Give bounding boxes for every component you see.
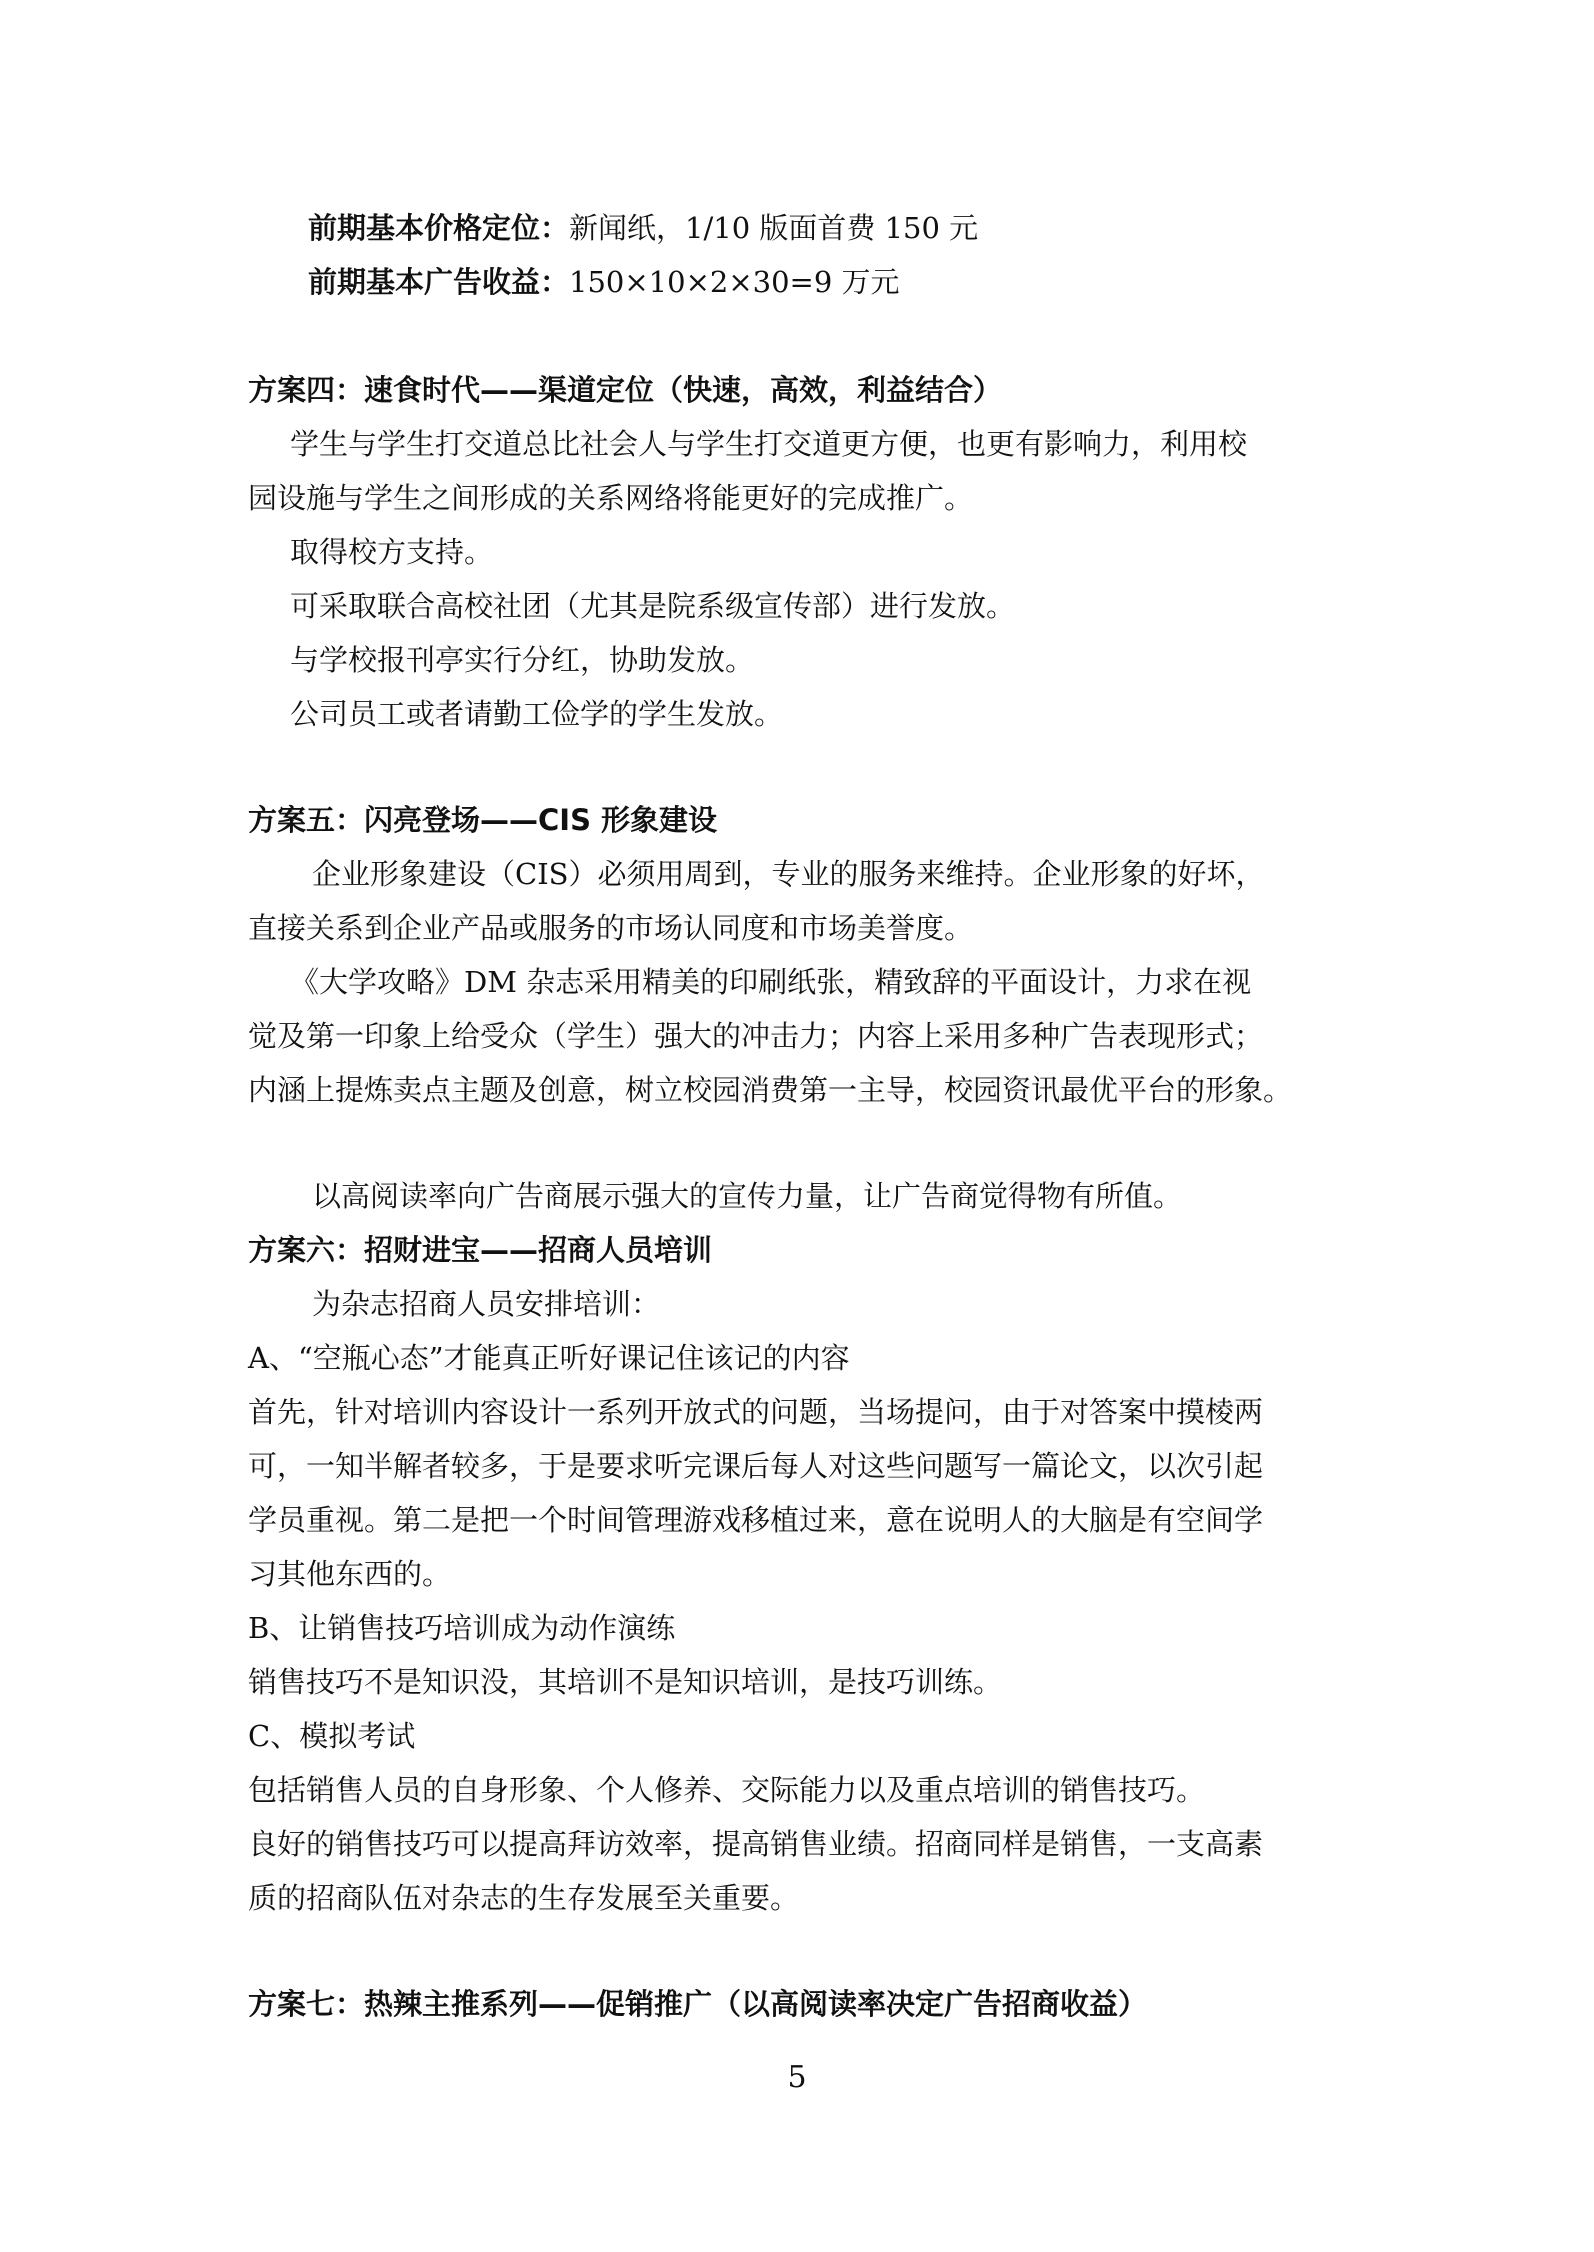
subheading: B、让销售技巧培训成为动作演练: [248, 1611, 676, 1645]
list-item: 与学校报刊亭实行分红，协助发放。: [290, 643, 755, 677]
paragraph-line: 包括销售人员的自身形象、个人修养、交际能力以及重点培训的销售技巧。: [248, 1773, 1206, 1807]
closing-line: 以高阅读率向广告商展示强大的宣传力量，让广告商觉得物有所值。: [312, 1179, 1183, 1213]
pricing-label: 前期基本价格定位：: [308, 211, 570, 245]
paragraph-line: 内涵上提炼卖点主题及创意，树立校园消费第一主导，校园资讯最优平台的形象。: [248, 1073, 1293, 1107]
paragraph-line: 园设施与学生之间形成的关系网络将能更好的完成推广。: [248, 481, 974, 515]
pricing-value: 新闻纸，1/10 版面首费 150 元: [569, 211, 979, 245]
paragraph-line: 可，一知半解者较多，于是要求听完课后每人对这些问题写一篇论文，以次引起: [248, 1449, 1264, 1483]
paragraph-line: 觉及第一印象上给受众（学生）强大的冲击力；内容上采用多种广告表现形式；: [248, 1019, 1264, 1053]
list-item: 公司员工或者请勤工俭学的学生发放。: [290, 697, 784, 731]
paragraph-line: 销售技巧不是知识没，其培训不是知识培训，是技巧训练。: [248, 1665, 1003, 1699]
pricing-value: 150×10×2×30=9 万元: [569, 265, 900, 299]
paragraph-line: 企业形象建设（CIS）必须用周到，专业的服务来维持。企业形象的好坏，: [312, 857, 1265, 891]
paragraph-line: 为杂志招商人员安排培训：: [312, 1287, 661, 1321]
paragraph-line: 学生与学生打交道总比社会人与学生打交道更方便，也更有影响力，利用校: [290, 427, 1248, 461]
pricing-line: [308, 262, 900, 302]
paragraph-line: 良好的销售技巧可以提高拜访效率，提高销售业绩。招商同样是销售，一支高素: [248, 1827, 1264, 1861]
section-heading: 方案五：闪亮登场——CIS 形象建设: [248, 803, 718, 837]
section-heading: 方案六：招财进宝——招商人员培训: [248, 1233, 713, 1267]
page-number: 5: [787, 2060, 807, 2095]
section-heading: 方案七：热辣主推系列——促销推广（以高阅读率决定广告招商收益）: [248, 1987, 1148, 2021]
subheading: C、模拟考试: [248, 1719, 416, 1753]
paragraph-line: 《大学攻略》DM 杂志采用精美的印刷纸张，精致辞的平面设计，力求在视: [290, 965, 1252, 999]
paragraph-line: 习其他东西的。: [248, 1557, 452, 1591]
paragraph-line: 学员重视。第二是把一个时间管理游戏移植过来，意在说明人的大脑是有空间学: [248, 1503, 1264, 1537]
list-item: 可采取联合高校社团（尤其是院系级宣传部）进行发放。: [290, 589, 1016, 623]
pricing-label: 前期基本广告收益：: [308, 265, 570, 299]
pricing-line: [308, 208, 978, 248]
list-item: 取得校方支持。: [290, 535, 494, 569]
paragraph-line: 首先，针对培训内容设计一系列开放式的问题，当场提问，由于对答案中摸棱两: [248, 1395, 1264, 1429]
section-heading: 方案四：速食时代——渠道定位（快速，高效，利益结合）: [248, 373, 1003, 407]
paragraph-line: 直接关系到企业产品或服务的市场认同度和市场美誉度。: [248, 911, 974, 945]
subheading: A、“空瓶心态”才能真正听好课记住该记的内容: [248, 1341, 850, 1375]
paragraph-line: 质的招商队伍对杂志的生存发展至关重要。: [248, 1881, 800, 1915]
